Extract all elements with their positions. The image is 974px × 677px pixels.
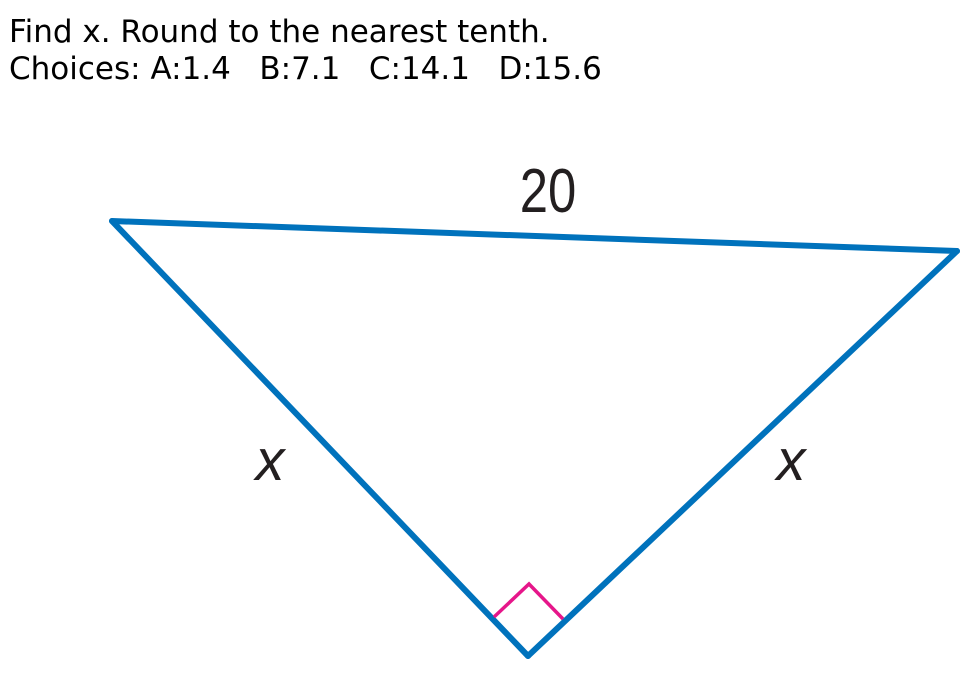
left-leg-line (112, 221, 528, 656)
question-prompt: Find x. Round to the nearest tenth. (9, 14, 550, 50)
right-leg-label: x (776, 428, 806, 493)
choice-d: D:15.6 (498, 51, 602, 87)
choice-c: C:14.1 (368, 51, 470, 87)
hypotenuse-label: 20 (519, 157, 577, 227)
choices-label: Choices: (9, 51, 141, 87)
left-leg-label: x (255, 428, 285, 493)
right-angle-mark (494, 584, 563, 619)
choice-b: B:7.1 (259, 51, 341, 87)
choice-a: A:1.4 (150, 51, 231, 87)
right-leg-line (528, 251, 957, 656)
